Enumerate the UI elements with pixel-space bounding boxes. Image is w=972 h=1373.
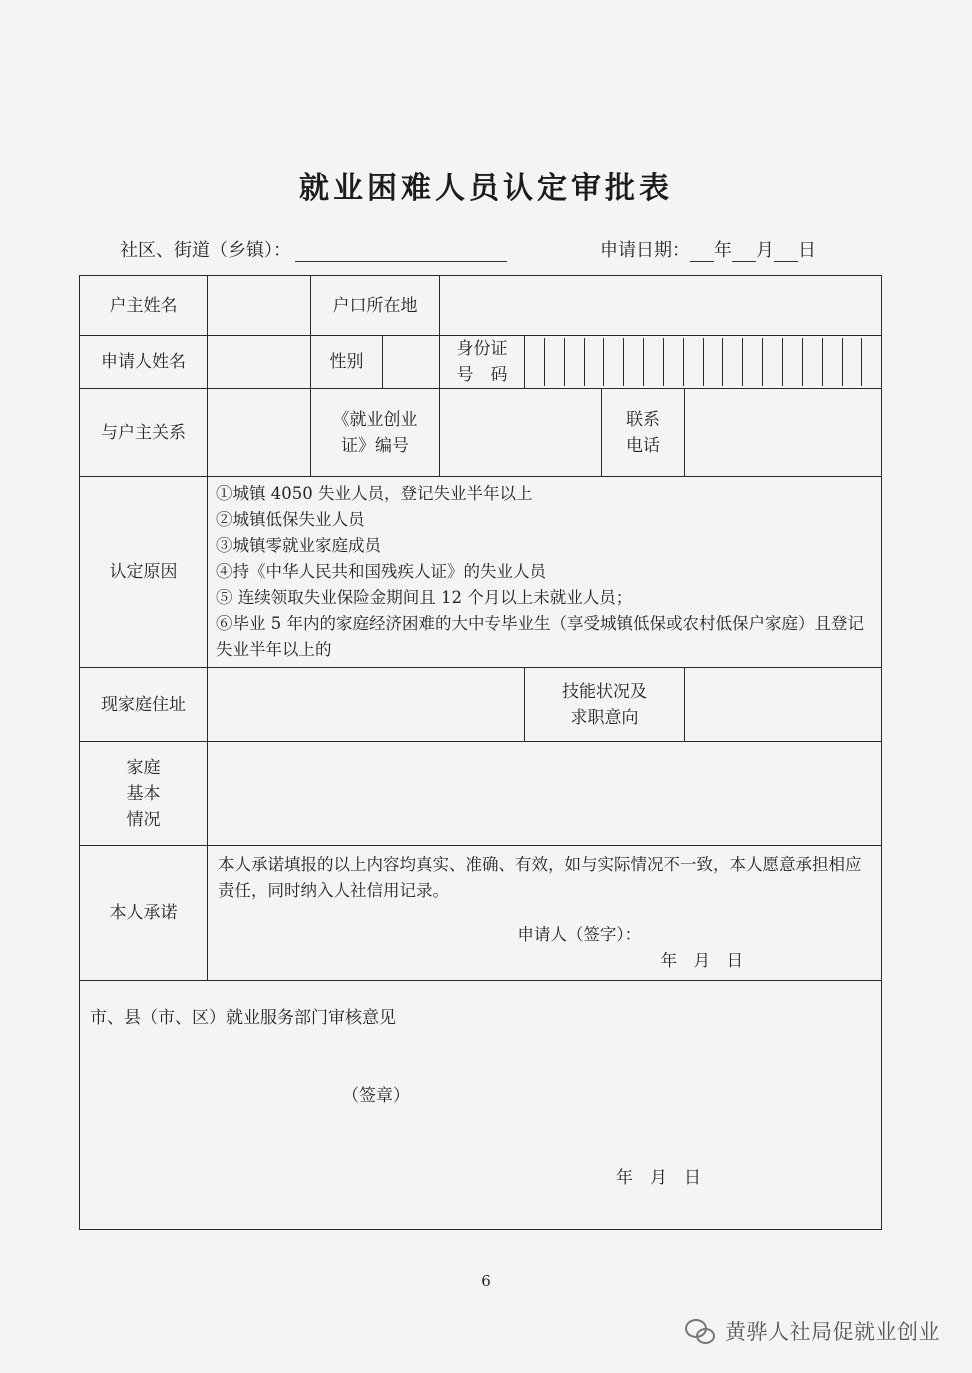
employment-cert-label — [311, 389, 440, 477]
contact-phone-label — [602, 389, 685, 477]
page-number: 6 — [481, 1272, 491, 1290]
family-info-field[interactable] — [208, 742, 882, 846]
reason-label: 认定原因 — [80, 477, 208, 668]
reason-item[interactable]: ③城镇零就业家庭成员 — [216, 536, 381, 555]
promise-date: 年 月 日 — [660, 951, 744, 970]
skill-intention-label-line1: 技能状况及 — [562, 681, 647, 702]
promise-text: 本人承诺填报的以上内容均真实、准确、有效，如与实际情况不一致，本人愿意承担相应责任，同时纳入人社信用记录。 — [218, 855, 862, 900]
id-digit-box[interactable] — [782, 338, 802, 386]
id-digit-box[interactable] — [643, 338, 663, 386]
year-label: 年 — [714, 240, 732, 261]
contact-phone-label-line1: 联系 — [626, 409, 660, 430]
id-digit-box[interactable] — [683, 338, 703, 386]
form-header — [0, 236, 972, 264]
id-number-label-line2: 号 码 — [456, 365, 508, 385]
id-digit-box[interactable] — [703, 338, 723, 386]
applicant-name-label: 申请人姓名 — [80, 336, 208, 389]
promise-label: 本人承诺 — [80, 846, 208, 981]
id-digit-box[interactable] — [544, 338, 564, 386]
id-digit-box[interactable] — [584, 338, 604, 386]
householder-name-label: 户主姓名 — [80, 276, 208, 336]
hukou-location-label: 户口所在地 — [311, 276, 440, 336]
id-digit-box[interactable] — [842, 338, 862, 386]
promise-cell — [208, 846, 882, 981]
id-digit-box[interactable] — [663, 338, 683, 386]
reason-item[interactable]: ①城镇 4050 失业人员，登记失业半年以上 — [216, 484, 533, 503]
skill-intention-label — [525, 668, 685, 742]
apply-date-label: 申请日期： — [600, 240, 690, 261]
id-digit-box[interactable] — [822, 338, 842, 386]
contact-phone-label-line2: 电话 — [626, 435, 660, 456]
employment-cert-label-line1: 《就业创业 — [332, 409, 418, 430]
id-number-grid[interactable] — [525, 336, 882, 389]
apply-date-field — [600, 236, 816, 262]
id-digit-box[interactable] — [742, 338, 762, 386]
wechat-icon — [685, 1319, 715, 1343]
id-digit-box[interactable] — [762, 338, 782, 386]
employment-cert-field[interactable] — [440, 389, 602, 477]
gender-label: 性别 — [311, 336, 383, 389]
applicant-name-field[interactable] — [208, 336, 311, 389]
reason-item[interactable]: ⑥毕业 5 年内的家庭经济困难的大中专毕业生（享受城镇低保或农村低保户家庭）且登记失业半年以上的 — [216, 614, 864, 659]
community-label: 社区、街道（乡镇）： — [120, 240, 291, 261]
skill-intention-label-line2: 求职意向 — [570, 707, 639, 728]
relation-field[interactable] — [208, 389, 311, 477]
reason-item[interactable]: ②城镇低保失业人员 — [216, 510, 365, 529]
id-digit-box[interactable] — [623, 338, 643, 386]
id-digit-box[interactable] — [802, 338, 822, 386]
review-stamp: （签章） — [342, 1086, 410, 1106]
family-info-label-line2: 基本 — [126, 783, 161, 804]
employment-cert-label-line2: 证》编号 — [341, 435, 409, 456]
skill-intention-field[interactable] — [685, 668, 882, 742]
id-digit-box[interactable] — [564, 338, 584, 386]
watermark-text: 黄骅人社局促就业创业 — [725, 1320, 940, 1344]
family-info-label-line1: 家庭 — [126, 757, 161, 778]
address-field[interactable] — [208, 668, 525, 742]
id-digit-box[interactable] — [861, 338, 881, 386]
id-digit-box[interactable] — [603, 338, 623, 386]
id-digit-box[interactable] — [722, 338, 742, 386]
contact-phone-field[interactable] — [685, 389, 882, 477]
id-digit-box[interactable] — [525, 338, 544, 386]
community-blank[interactable] — [295, 243, 507, 262]
relation-label: 与户主关系 — [80, 389, 208, 477]
approval-form-table — [79, 275, 882, 1230]
family-info-label-line3: 情况 — [126, 809, 161, 830]
reason-list — [208, 477, 882, 668]
wechat-watermark — [685, 1316, 940, 1346]
day-label: 日 — [798, 240, 816, 261]
page-title: 就业困难人员认定审批表 — [299, 171, 673, 206]
year-blank[interactable] — [690, 243, 714, 262]
family-info-label — [80, 742, 208, 846]
review-title: 市、县（市、区）就业服务部门审核意见 — [90, 1008, 396, 1028]
address-label: 现家庭住址 — [80, 668, 208, 742]
id-number-label — [440, 336, 525, 389]
day-blank[interactable] — [774, 243, 798, 262]
hukou-location-field[interactable] — [440, 276, 882, 336]
id-number-label-line1: 身份证 — [456, 339, 508, 359]
month-blank[interactable] — [732, 243, 756, 262]
review-opinion-cell[interactable] — [80, 981, 882, 1230]
householder-name-field[interactable] — [208, 276, 311, 336]
reason-item[interactable]: ④持《中华人民共和国残疾人证》的失业人员 — [216, 562, 546, 581]
reason-item[interactable]: ⑤ 连续领取失业保险金期间且 12 个月以上未就业人员； — [216, 588, 633, 607]
month-label: 月 — [756, 240, 774, 261]
gender-field[interactable] — [383, 336, 440, 389]
review-date: 年 月 日 — [616, 1168, 701, 1188]
signature-label: 申请人（签字）： — [517, 925, 642, 944]
community-field — [120, 236, 507, 262]
